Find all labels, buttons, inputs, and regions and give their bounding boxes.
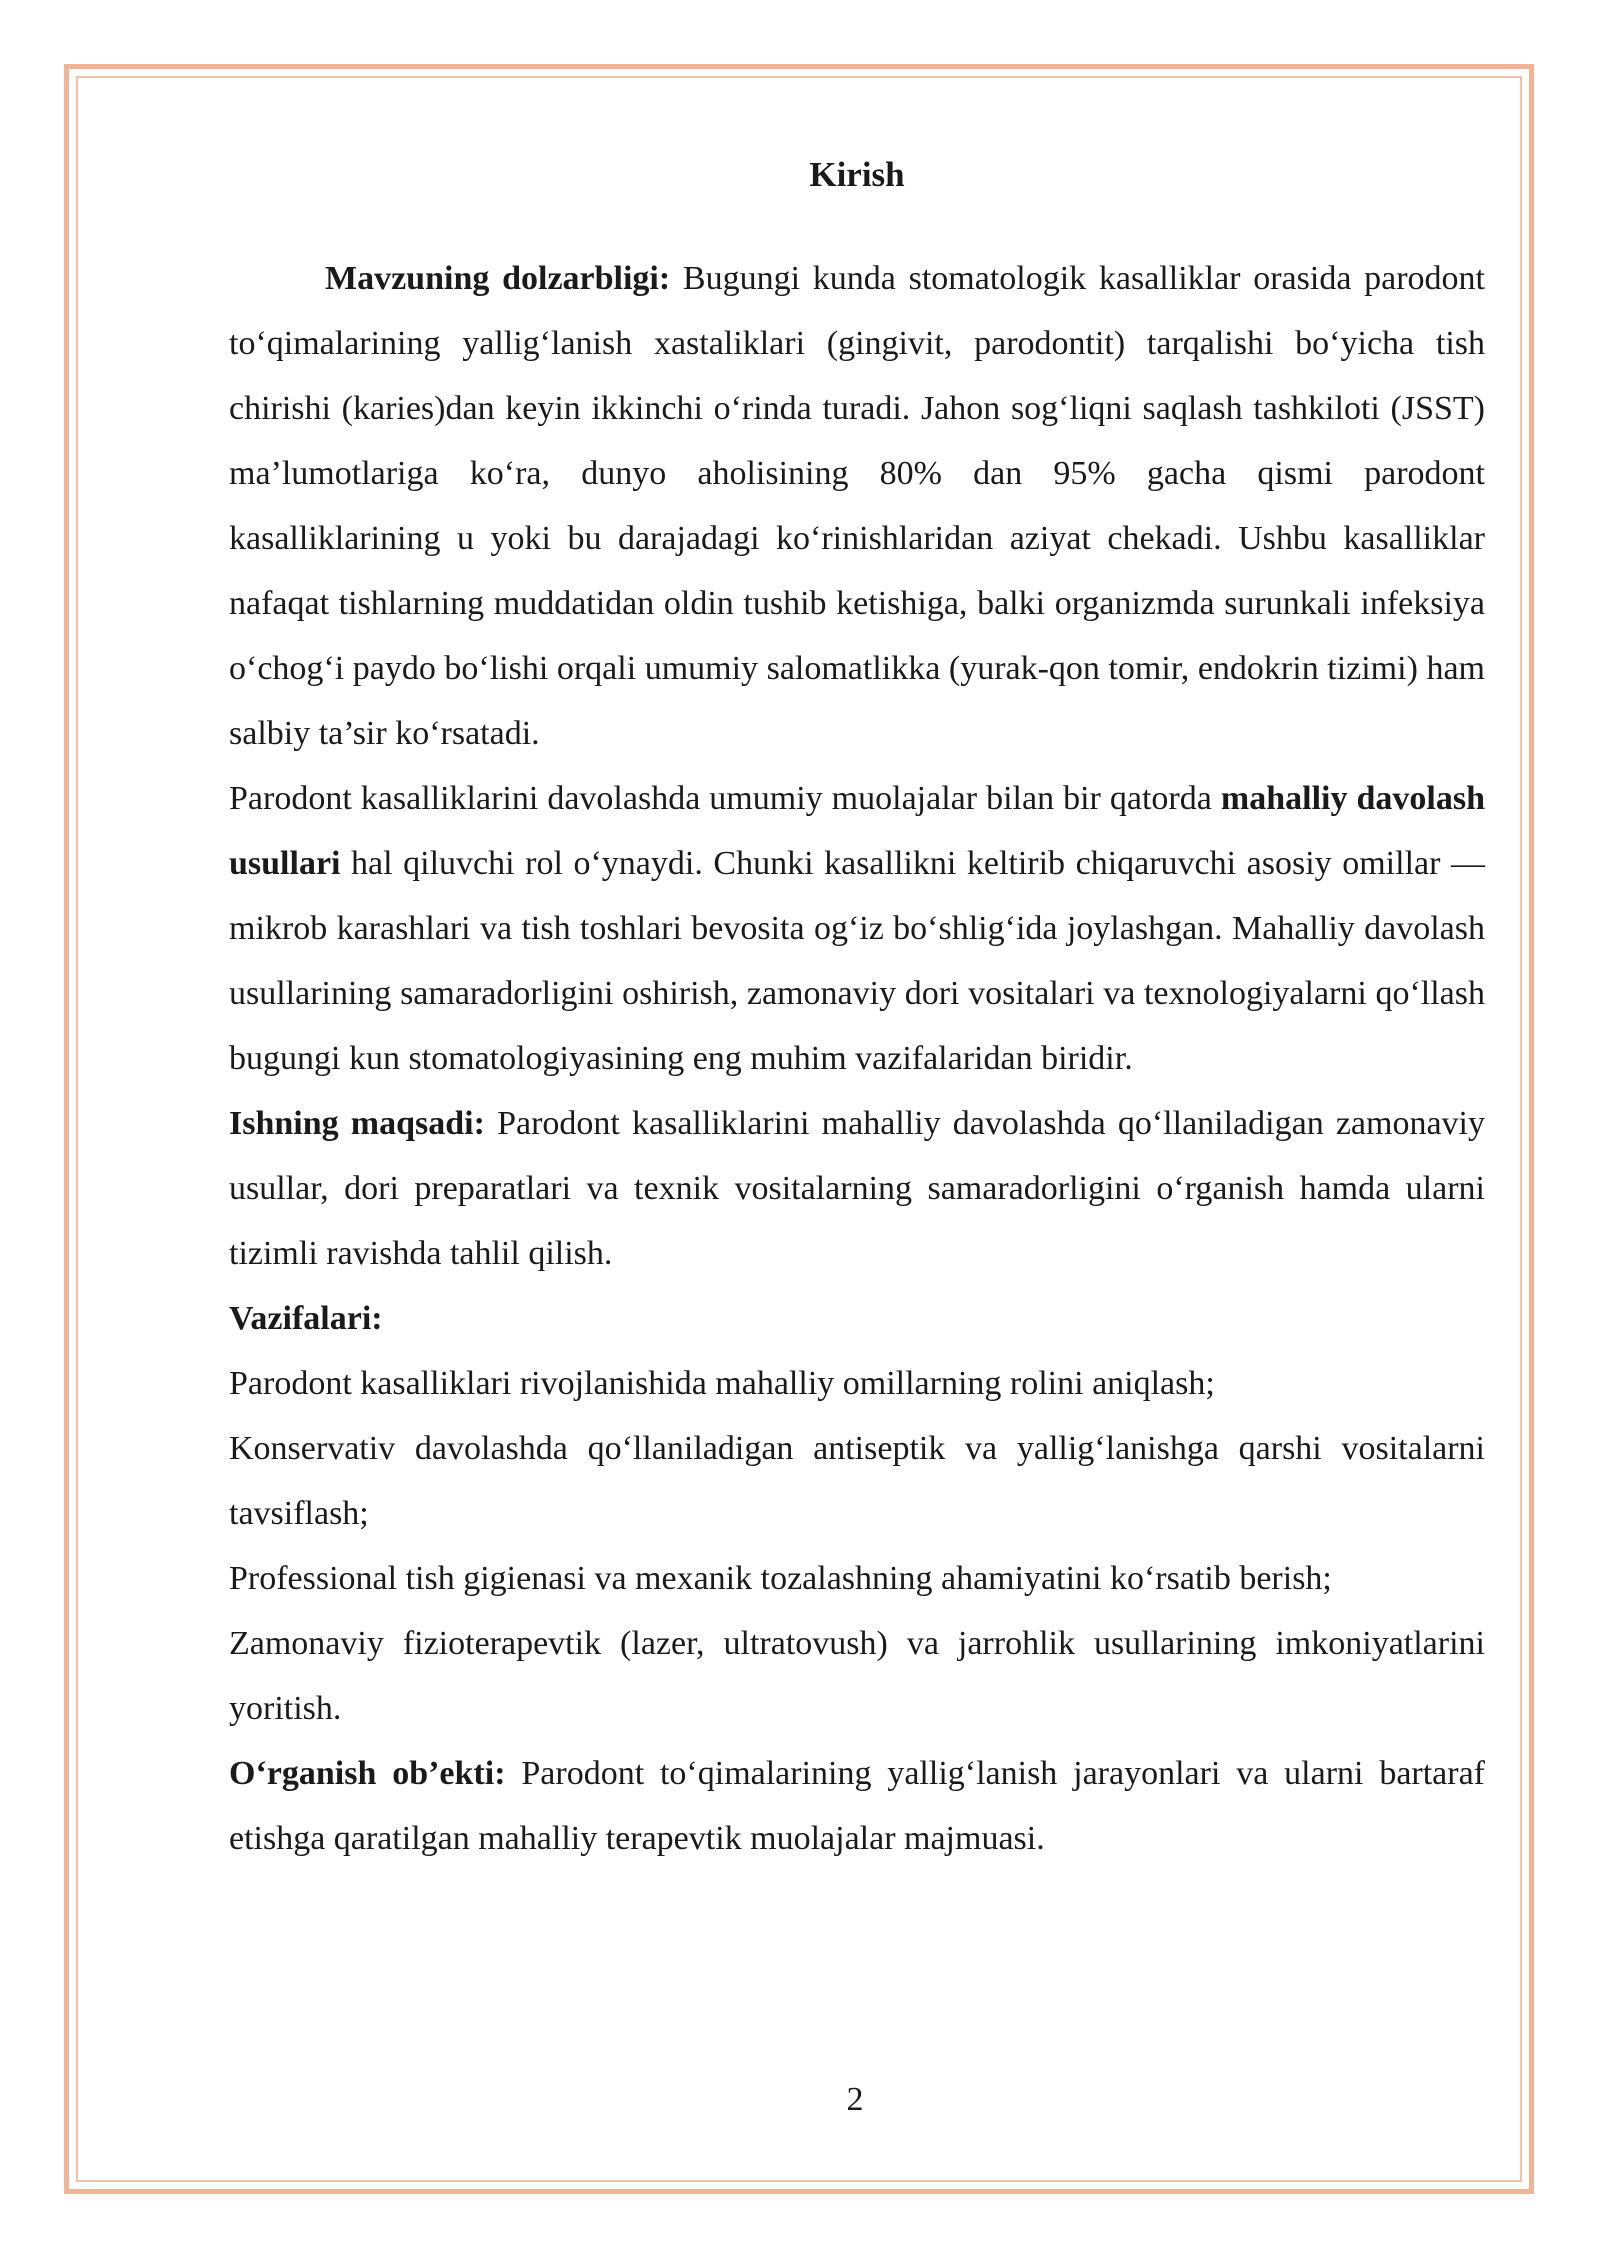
document-title xyxy=(229,140,1485,210)
local-treatment-text-after: hal qiluvchi rol o‘ynaydi. Chunki kasallikni keltirib chiqaruvchi asosiy omillar — mikrob karashlari va tish toshlari bevosita og‘iz bo‘shlig‘ida joylashgan. Mahalliy davolash usullarining samaradorligini oshirish, zamonaviy dori vositalari va texnologiyalarni qo‘llash bugungi kun stomatologiyasining eng muhim vazifalaridan biridir. xyxy=(229,845,1485,1077)
relevance-label: Mavzuning dolzarbligi: xyxy=(325,260,671,297)
task-item-text: Professional tish gigienasi va mexanik tozalashning ahamiyatini ko‘rsatib berish; xyxy=(229,1560,1332,1597)
goal-paragraph xyxy=(229,1091,1485,1286)
local-treatment-text-before: Parodont kasalliklarini davolashda umumiy muolajalar bilan bir qatorda xyxy=(229,780,1221,817)
document-title-text: Kirish xyxy=(809,155,905,194)
object-paragraph xyxy=(229,1741,1485,1871)
task-item-text: Parodont kasalliklari rivojlanishida mahalliy omillarning rolini aniqlash; xyxy=(229,1365,1215,1402)
goal-label: Ishning maqsadi: xyxy=(229,1105,485,1142)
object-text: Parodont to‘qimalarining yallig‘lanish jarayonlari va ularni bartaraf etishga qaratilgan mahalliy terapevtik muolajalar majmuasi. xyxy=(229,1755,1486,1857)
object-label: O‘rganish ob’ekti: xyxy=(229,1755,506,1792)
relevance-text: Bugungi kunda stomatologik kasalliklar orasida parodont to‘qimalarining yallig‘lanish xastaliklari (gingivit, parodontit) tarqalishi bo‘yicha tish chirishi (karies)dan keyin ikkinchi o‘rinda turadi. Jahon sog‘liqni saqlash tashkiloti (JSST) ma’lumotlariga ko‘ra, dunyo aholisining 80% dan 95% gacha qismi parodont kasalliklarining u yoki bu darajadagi ko‘rinishlaridan aziyat chekadi. Ushbu kasalliklar nafaqat tishlarning muddatidan oldin tushib ketishiga, balki organizmda surunkali infeksiya o‘chog‘i paydo bo‘lishi orqali umumiy salomatlikka (yurak-qon tomir, endokrin tizimi) ham salbiy ta’sir ko‘rsatadi. xyxy=(229,260,1486,752)
task-item xyxy=(229,1416,1485,1546)
task-item xyxy=(229,1546,1485,1611)
relevance-paragraph xyxy=(229,246,1485,766)
task-item xyxy=(229,1611,1485,1741)
local-treatment-bold: mahalliy davolash usullari xyxy=(229,780,1485,882)
task-item-text: Zamonaviy fizioterapevtik (lazer, ultratovush) va jarrohlik usullarining imkoniyatlarini yoritish. xyxy=(229,1625,1485,1727)
tasks-label: Vazifalari: xyxy=(229,1300,383,1337)
goal-text: Parodont kasalliklarini mahalliy davolashda qo‘llaniladigan zamonaviy usullar, dori preparatlari va texnik vositalarning samaradorligini o‘rganish hamda ularni tizimli ravishda tahlil qilish. xyxy=(229,1105,1486,1272)
local-treatment-paragraph xyxy=(229,766,1485,1091)
tasks-heading xyxy=(229,1286,1485,1351)
task-item xyxy=(229,1351,1485,1416)
page-number: 2 xyxy=(846,2081,864,2118)
task-item-text: Konservativ davolashda qo‘llaniladigan antiseptik va yallig‘lanishga qarshi vositalarni tavsiflash; xyxy=(229,1430,1485,1532)
page-content xyxy=(229,140,1485,1871)
